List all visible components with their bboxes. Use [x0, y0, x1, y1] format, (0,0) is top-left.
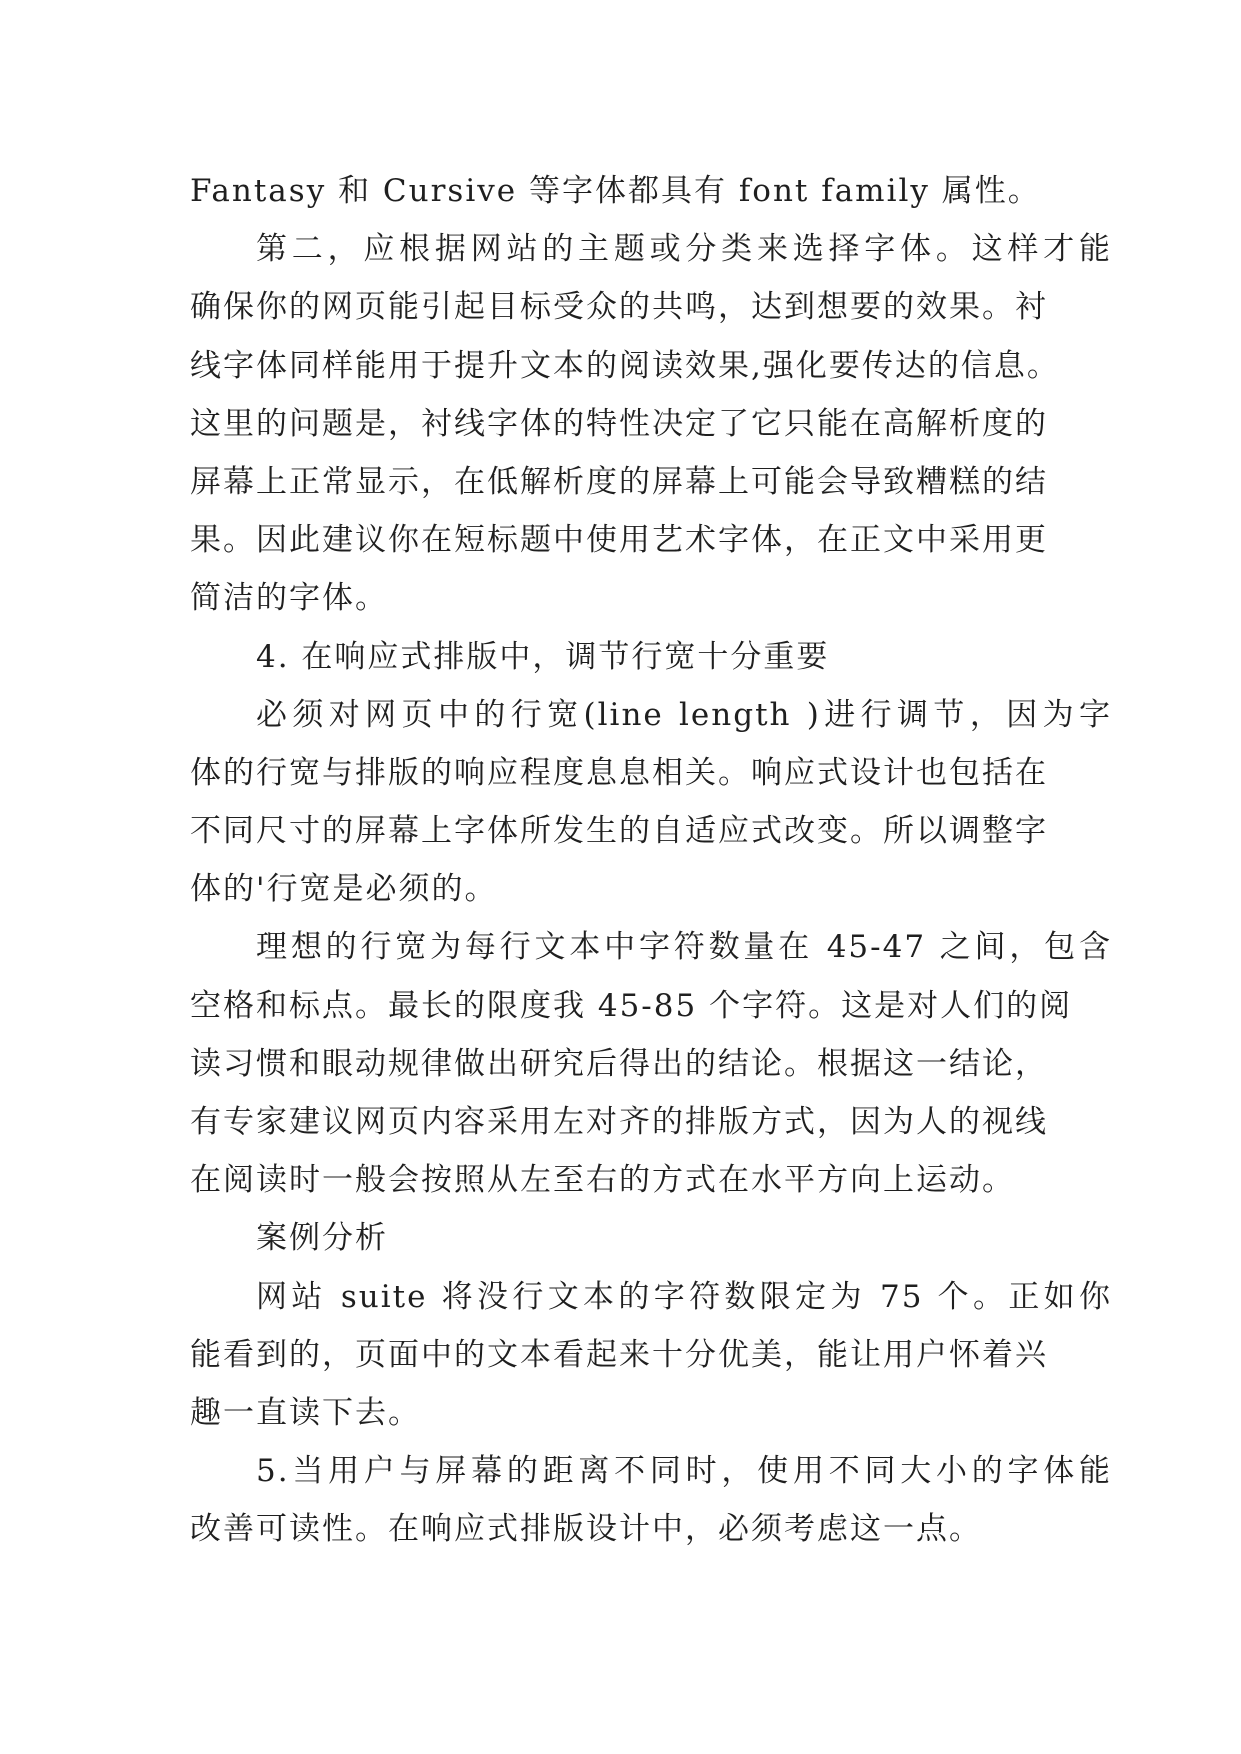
section-heading: 5.当用户与屏幕的距离不同时，使用不同大小的字体能: [256, 1453, 1112, 1490]
document-body: [190, 162, 1112, 1559]
text-line: 果。因此建议你在短标题中使用艺术字体，在正文中采用更: [190, 522, 1048, 559]
text-line: 线字体同样能用于提升文本的阅读效果,强化要传达的信息。: [190, 347, 1060, 384]
text-line: 空格和标点。最长的限度我 45-85 个字符。这是对人们的阅: [190, 987, 1073, 1024]
text-line: 不同尺寸的屏幕上字体所发生的自适应式改变。所以调整字: [190, 813, 1048, 850]
text-line: 必须对网页中的行宽(line length )进行调节，因为字: [256, 696, 1112, 733]
text-line: 网站 suite 将没行文本的字符数限定为 75 个。正如你: [256, 1278, 1112, 1315]
text-line: 这里的问题是，衬线字体的特性决定了它只能在高解析度的: [190, 405, 1048, 442]
subsection-heading: 案例分析: [256, 1220, 388, 1257]
text-line: 简洁的字体。: [190, 580, 388, 617]
text-line: 第二，应根据网站的主题或分类来选择字体。这样才能: [256, 231, 1112, 268]
text-line: 改善可读性。在响应式排版设计中，必须考虑这一点。: [190, 1511, 982, 1548]
text-line: 理想的行宽为每行文本中字符数量在 45-47 之间，包含: [256, 929, 1112, 966]
text-line: 确保你的网页能引起目标受众的共鸣，达到想要的效果。衬: [190, 289, 1048, 326]
text-line: 能看到的，页面中的文本看起来十分优美，能让用户怀着兴: [190, 1336, 1048, 1373]
text-line: 体的行宽与排版的响应程度息息相关。响应式设计也包括在: [190, 754, 1048, 791]
text-line: 读习惯和眼动规律做出研究后得出的结论。根据这一结论，: [190, 1045, 1048, 1082]
text-line: 在阅读时一般会按照从左至右的方式在水平方向上运动。: [190, 1162, 1015, 1199]
text-line: 趣一直读下去。: [190, 1394, 421, 1431]
section-heading: 4. 在响应式排版中，调节行宽十分重要: [256, 638, 830, 675]
text-line: Fantasy 和 Cursive 等字体都具有 font family 属性。: [190, 173, 1041, 209]
text-line: 体的'行宽是必须的。: [190, 871, 498, 908]
text-line: 屏幕上正常显示，在低解析度的屏幕上可能会导致糟糕的结: [190, 463, 1048, 500]
text-line: 有专家建议网页内容采用左对齐的排版方式，因为人的视线: [190, 1104, 1048, 1140]
